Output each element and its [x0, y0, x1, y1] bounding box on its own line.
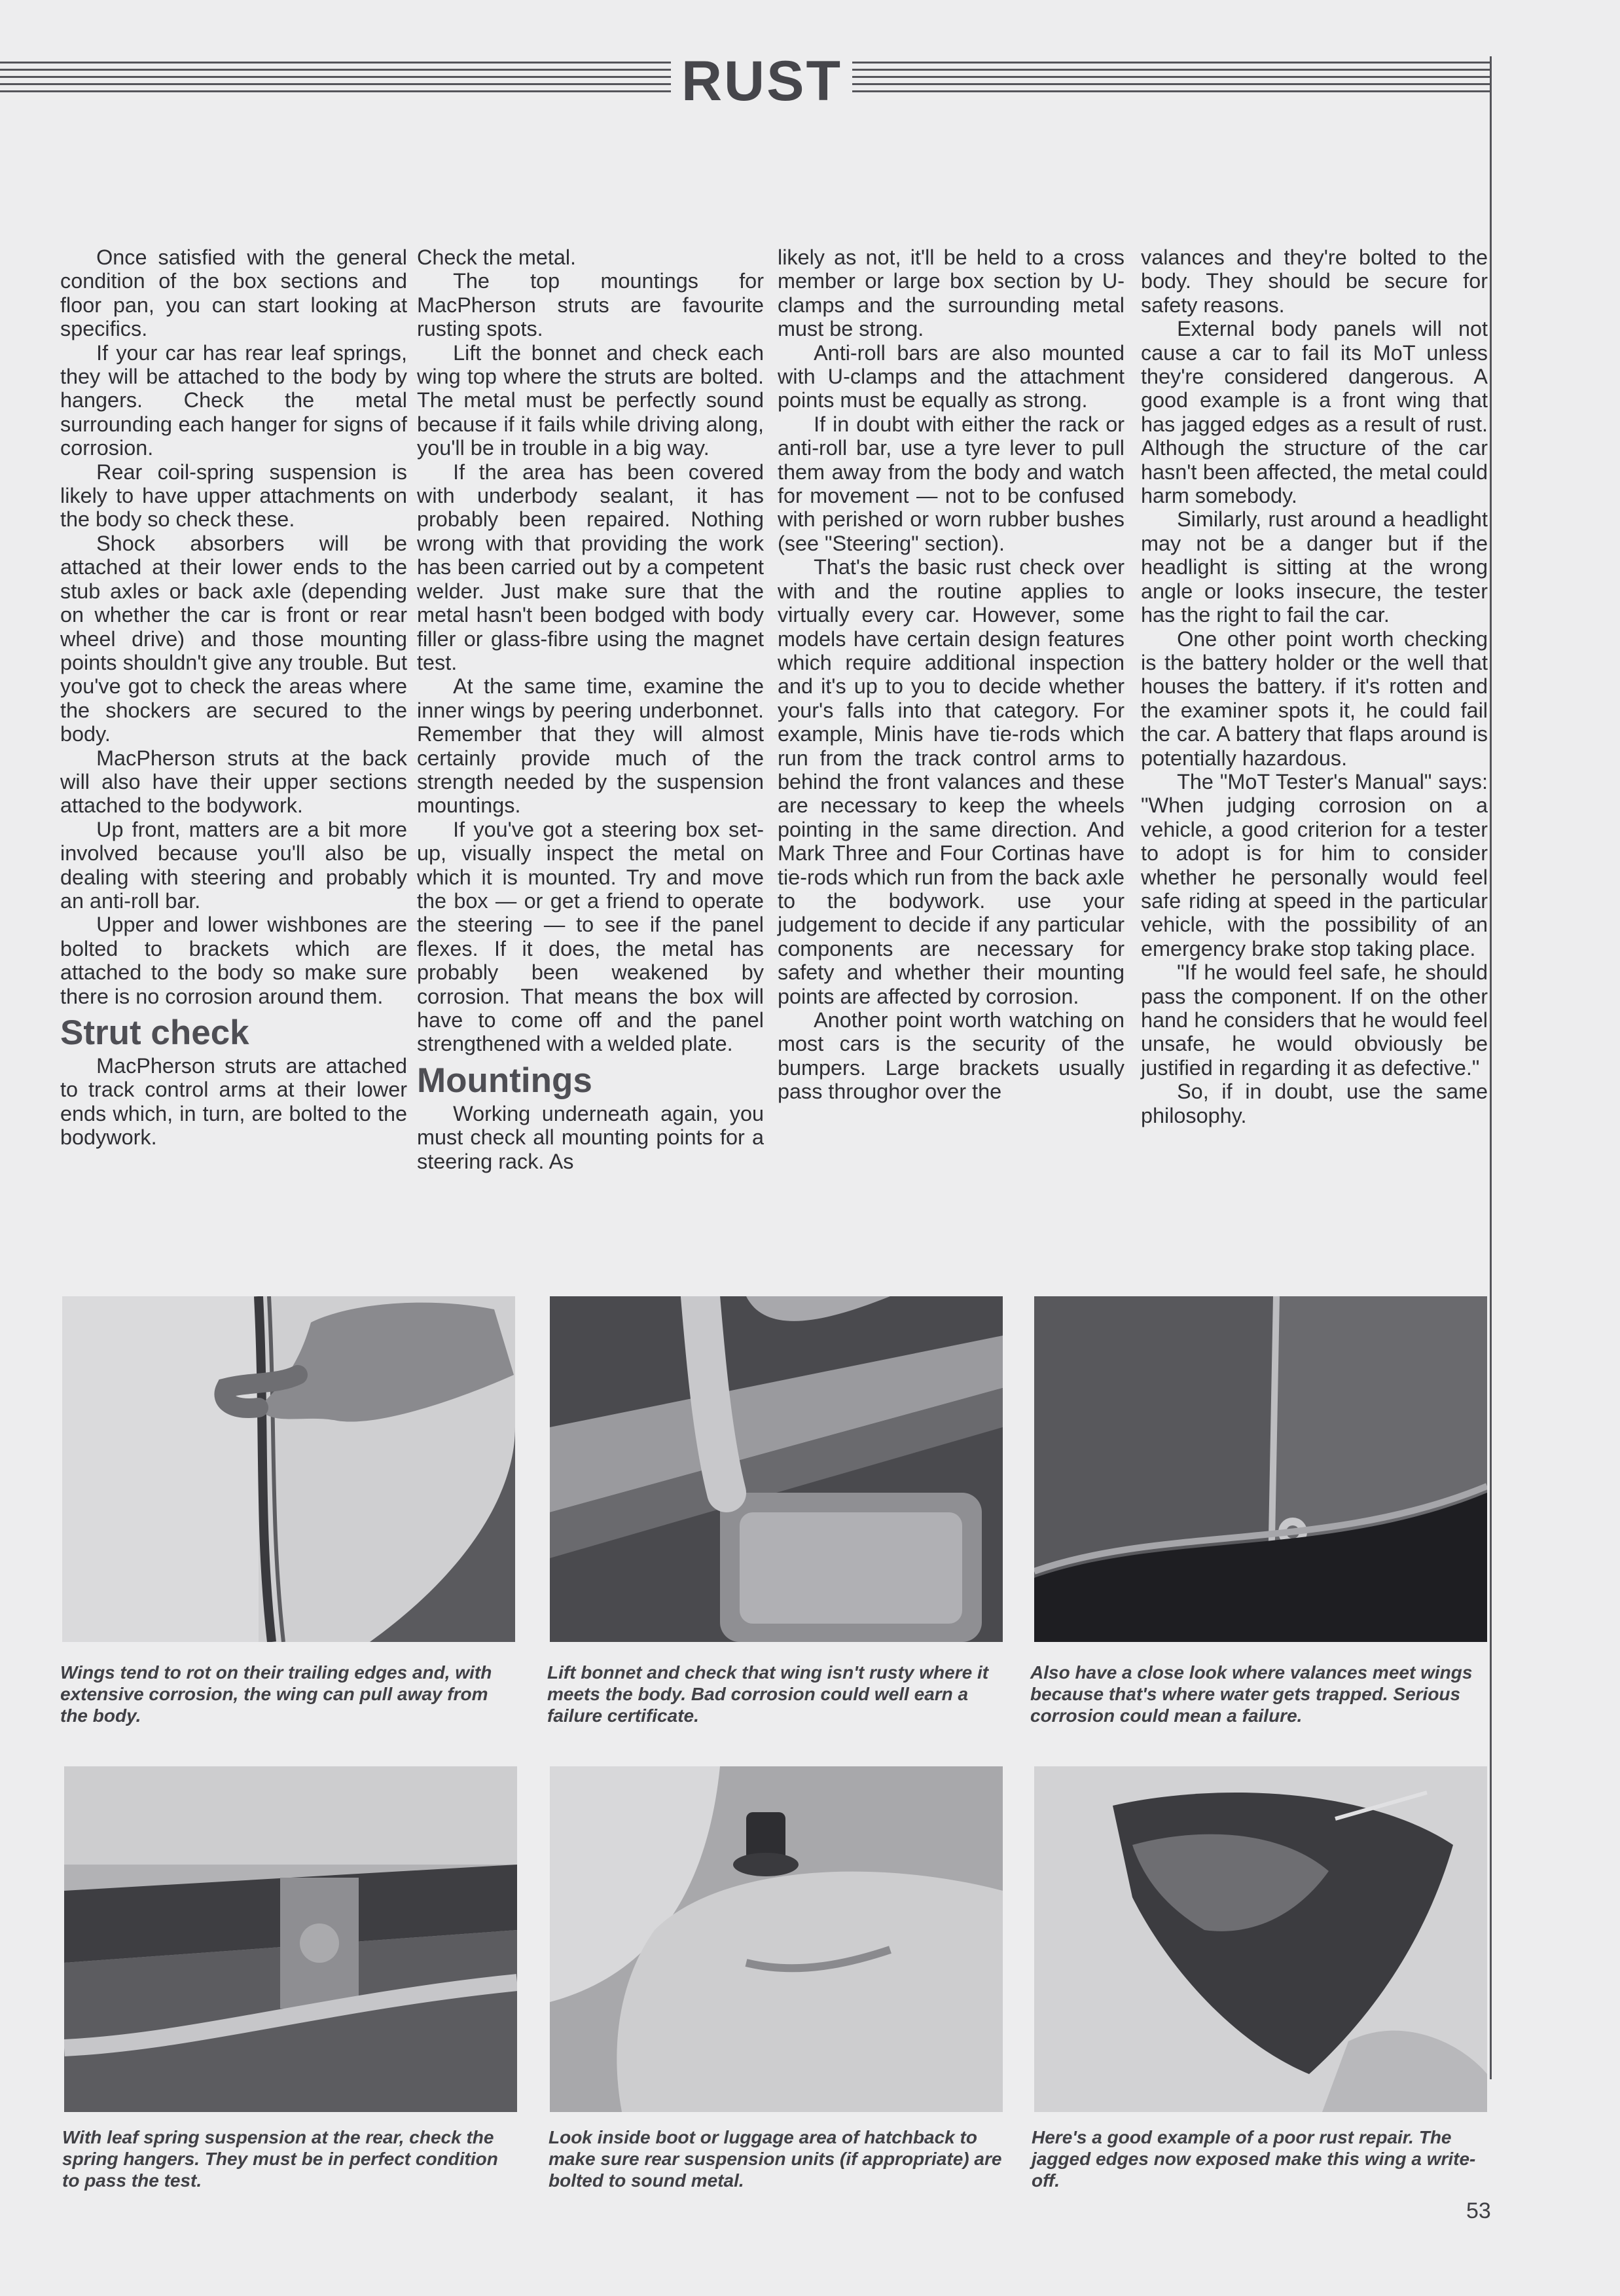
article-paragraph: MacPherson struts at the back will also have their upper sections attached to the bodywork.: [60, 746, 407, 818]
article-paragraph: That's the basic rust check over with and the routine applies to virtually every car. However, some models have certain design features which require additional inspection and it's up to you to decide whether your's falls into that category. For example, Minis have tie-rods which run from the track control arms to behind the front valances and these are necessary to keep the wheels pointing in the same direction. And Mark Three and Four Cortinas have tie-rods which run from the back axle to the bodywork. use your judgement to decide if any particular components are necessary for safety and whether their mounting points are affected by corrosion.: [778, 555, 1125, 1008]
article-paragraph: likely as not, it'll be held to a cross member or large box section by U-clamps and the surrounding metal must be strong.: [778, 246, 1125, 341]
article-paragraph: The top mountings for MacPherson struts are favourite rusting spots.: [417, 269, 764, 341]
article-paragraph: MacPherson struts are attached to track control arms at their lower ends which, in turn, are bolted to the bodywork.: [60, 1054, 407, 1150]
header-rule-right: [852, 62, 1491, 93]
article-paragraph: If your car has rear leaf springs, they will be attached to the body by hangers. Check the metal surrounding each hanger for signs of corrosion.: [60, 340, 407, 460]
photo-valance-wing-joint: [1034, 1296, 1487, 1642]
photo-leaf-spring-hanger: [64, 1766, 517, 2112]
section-heading: Strut check: [60, 1013, 249, 1052]
article-paragraph: Rear coil-spring suspension is likely to have upper attachments on the body so check these.: [60, 460, 407, 532]
article-paragraph: If you've got a steering box set-up, visually inspect the metal on which it is mounted. Try and move the box — or get a friend to operate the steering — to see if the panel flexes. If it does, the metal has probably been weakened by corrosion. That means the box will have to come off and the panel strengthened with a welded plate.: [417, 817, 764, 1056]
article-paragraph: Upper and lower wishbones are bolted to brackets which are attached to the body so make sure there is no corrosion around them.: [60, 913, 407, 1008]
article-paragraph: Up front, matters are a bit more involved because you'll also be dealing with steering and probably an anti-roll bar.: [60, 817, 407, 913]
article-paragraph: The "MoT Tester's Manual" says: "When judging corrosion on a vehicle, a good criterion for a tester to adopt is for him to consider whether he personally would feel safe riding at speed in the particular vehicle, with the possibility of an emergency brake stop taking place.: [1141, 769, 1488, 960]
article-paragraph: Similarly, rust around a headlight may not be a danger but if the headlight is sitting at the wrong angle or looks insecure, the tester has the right to fail the car.: [1141, 507, 1488, 627]
caption-4: With leaf spring suspension at the rear, check the spring hangers. They must be in perfect condition to pass the test.: [62, 2127, 498, 2191]
photo-wing-top-underbonnet: [550, 1296, 1003, 1642]
section-heading: Mountings: [417, 1061, 592, 1100]
page-title: RUST: [681, 50, 843, 113]
header-rule-left: [0, 62, 671, 93]
caption-2: Lift bonnet and check that wing isn't rusty where it meets the body. Bad corrosion could well earn a failure certificate.: [547, 1662, 989, 1726]
caption-1: Wings tend to rot on their trailing edges and, with extensive corrosion, the wing can pull away from the body.: [60, 1662, 492, 1726]
caption-5: Look inside boot or luggage area of hatchback to make sure rear suspension units (if appropriate) are bolted to sound metal.: [549, 2127, 1002, 2191]
article-paragraph: If the area has been covered with underbody sealant, it has probably been repaired. Nothing wrong with that providing the work has been carried out by a competent welder. Just make sure that the metal hasn't been bodged with body filler or glass-fibre using the magnet test.: [417, 460, 764, 674]
caption-3: Also have a close look where valances meet wings because that's where water gets trapped. Serious corrosion could mean a failure.: [1030, 1662, 1473, 1726]
article-paragraph: Once satisfied with the general condition of the box sections and floor pan, you can start looking at specifics.: [60, 246, 407, 341]
article-paragraph: If in doubt with either the rack or anti-roll bar, use a tyre lever to pull them away from the body and watch for movement — not to be confused with perished or worn rubber bushes (see "Steering" section).: [778, 412, 1125, 555]
article-paragraph: valances and they're bolted to the body. They should be secure for safety reasons.: [1141, 246, 1488, 317]
photo-wing-trailing-edge: [62, 1296, 515, 1642]
article-paragraph: Lift the bonnet and check each wing top where the struts are bolted. The metal must be perfectly sound because if it fails while driving along, you'll be in trouble in a big way.: [417, 340, 764, 460]
text-column-1: [60, 246, 407, 1150]
article-paragraph: Check the metal.: [417, 246, 577, 269]
article-paragraph: External body panels will not cause a car to fail its MoT unless they're considered dangerous. A good example is a front wing that has jagged edges as a result of rust. Although the structure of the car hasn't been affected, the metal could harm somebody.: [1141, 317, 1488, 508]
page-number: 53: [1466, 2198, 1491, 2223]
article-paragraph: Shock absorbers will be attached at their lower ends to the stub axles or back axle (depending on whether the car is front or rear wheel drive) and those mounting points shouldn't give any trouble. But you've got to check the areas where the shockers are secured to the body.: [60, 531, 407, 746]
article-paragraph: "If he would feel safe, he should pass the component. If on the other hand he considers that he would feel unsafe, he would obviously be justified in regarding it as defective.": [1141, 960, 1488, 1080]
article-paragraph: Another point worth watching on most cars is the security of the bumpers. Large brackets usually pass throughor over the: [778, 1008, 1125, 1104]
photo-boot-suspension-mount: [550, 1766, 1003, 2112]
right-margin-rule: [1490, 56, 1492, 2079]
photo-poor-rust-repair: [1034, 1766, 1487, 2112]
article-paragraph: So, if in doubt, use the same philosophy.: [1141, 1080, 1488, 1127]
text-column-4: [1141, 246, 1488, 1127]
article-paragraph: One other point worth checking is the battery holder or the well that houses the battery. if it's rotten and the examiner spots it, he could fail the car. A battery that flaps around is potentially hazardous.: [1141, 627, 1488, 770]
text-column-2: [417, 246, 764, 1173]
article-paragraph: At the same time, examine the inner wings by peering underbonnet. Remember that they will almost certainly provide much of the strength needed by the suspension mountings.: [417, 674, 764, 818]
article-paragraph: Anti-roll bars are also mounted with U-clamps and the attachment points must be equally as strong.: [778, 340, 1125, 412]
text-column-3: [778, 246, 1125, 1104]
page-header: [0, 50, 1491, 113]
article-paragraph: Working underneath again, you must check all mounting points for a steering rack. As: [417, 1101, 764, 1173]
caption-6: Here's a good example of a poor rust repair. The jagged edges now exposed make this wing a write-off.: [1032, 2127, 1476, 2191]
